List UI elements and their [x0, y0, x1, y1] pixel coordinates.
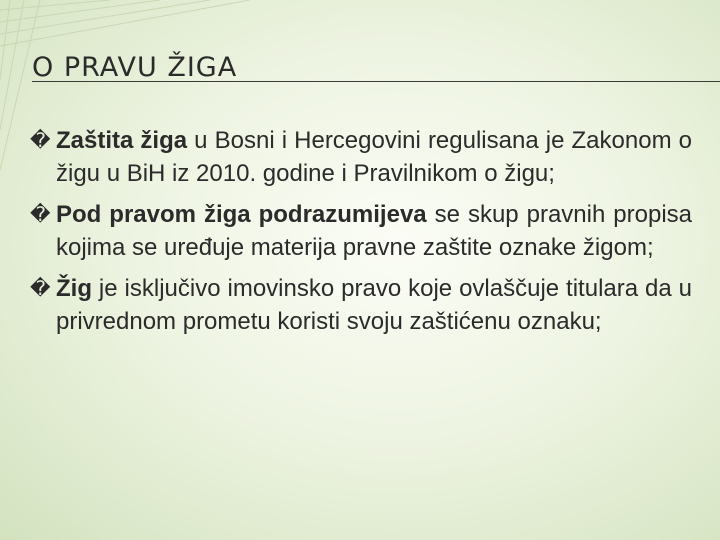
- bullet-lead: Zaštita žiga: [56, 127, 188, 154]
- title-underline: [32, 81, 720, 82]
- bullet-marker-icon: �: [30, 202, 51, 226]
- bullet-item: [30, 272, 692, 338]
- slide-title: O PRAVU ŽIGA: [32, 52, 238, 83]
- bullet-lead: Pod pravom žiga podrazumijeva: [56, 201, 427, 228]
- bullet-lead: Žig: [56, 275, 92, 302]
- bullet-item: [30, 198, 692, 264]
- bullet-text: u Bosni i Hercegovini regulisana je Zakonom o žigu u BiH iz 2010. godine i Pravilnikom o žigu;: [56, 127, 692, 187]
- bullet-text: se skup pravnih propisa kojima se uređuje materija pravne zaštite oznake žigom;: [56, 201, 692, 261]
- bullet-text: je isključivo imovinsko pravo koje ovlaščuje titulara da u privrednom prometu koristi svoju zaštićenu oznaku;: [56, 275, 692, 335]
- bullet-list: [30, 124, 692, 346]
- bullet-item: [30, 124, 692, 190]
- bullet-marker-icon: �: [30, 276, 51, 300]
- bullet-marker-icon: �: [30, 128, 51, 152]
